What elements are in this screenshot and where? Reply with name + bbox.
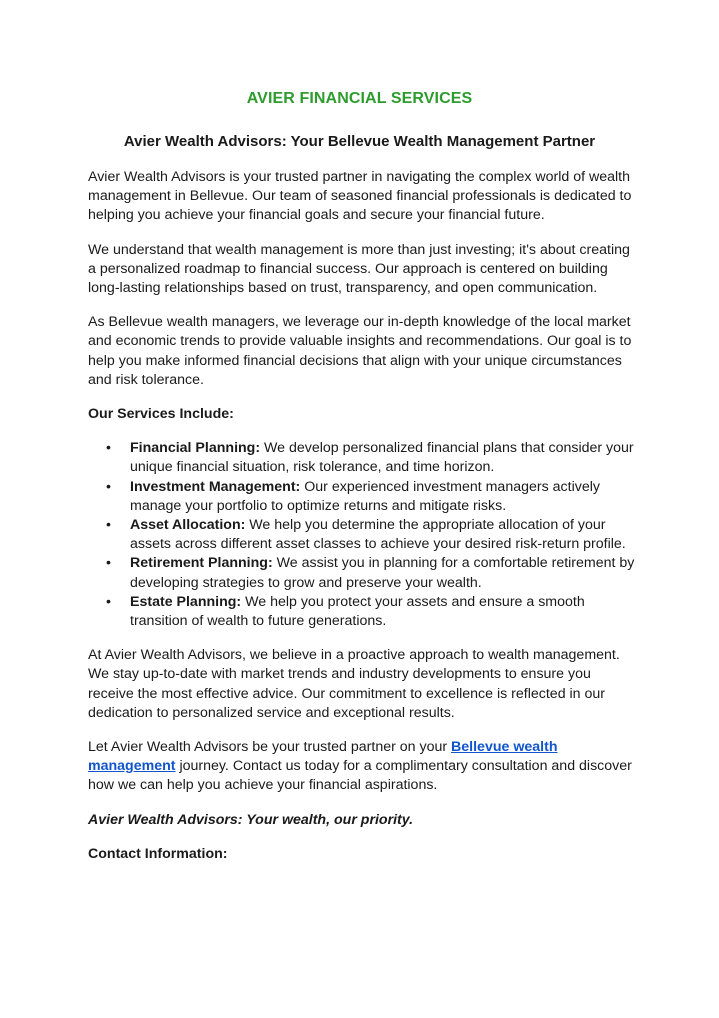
bellevue-wealth-management-link[interactable]: Bellevue wealth management (88, 739, 558, 775)
service-text: We develop personalized financial plans that consider your unique financial situation, risk tolerance, and time horizon. (130, 440, 634, 476)
document-body (88, 168, 636, 879)
service-item (130, 516, 636, 554)
services-list (88, 439, 636, 631)
service-term: Retirement Planning: (130, 555, 273, 572)
service-item (130, 439, 636, 477)
approach-paragraph: We understand that wealth management is more than just investing; it's about creating a personalized roadmap to financial success. Our approach is centered on building long-lasting relationships based on trust, transparency, and open communication. (88, 241, 630, 297)
service-item (130, 554, 636, 592)
contact-heading: Contact Information: (88, 845, 228, 862)
cta-text-before: Let Avier Wealth Advisors be your trusted partner on your (88, 739, 452, 756)
service-term: Estate Planning: (130, 593, 242, 610)
service-text: We help you protect your assets and ensure a smooth transition of wealth to future generations. (130, 593, 585, 630)
service-term: Investment Management: (130, 478, 301, 495)
tagline: Avier Wealth Advisors: Your wealth, our priority. (88, 811, 414, 828)
service-item (130, 478, 636, 516)
service-text: Our experienced investment managers actively manage your portfolio to optimize returns and mitigate risks. (130, 478, 600, 514)
local-expertise-paragraph: As Bellevue wealth managers, we leverage our in-depth knowledge of the local market and economic trends to provide valuable insights and recommendations. Our goal is to help you make informed financial decisions that align with your unique circumstances and risk tolerance. (88, 314, 632, 388)
cta-text-after: journey. Contact us today for a complimentary consultation and discover how we can help you achieve your financial aspirations. (88, 758, 632, 794)
service-text: We help you determine the appropriate allocation of your assets across different asset classes to achieve your desired risk-return profile. (130, 517, 626, 553)
document-subtitle: Avier Wealth Advisors: Your Bellevue Wealth Management Partner (123, 133, 596, 150)
call-to-action-paragraph (88, 738, 636, 796)
document-title: AVIER FINANCIAL SERVICES (246, 90, 473, 107)
service-item (130, 593, 636, 631)
services-heading: Our Services Include: (88, 406, 234, 423)
closing-paragraph: At Avier Wealth Advisors, we believe in a proactive approach to wealth management. We stay up-to-date with market trends and industry developments to ensure you receive the most effective advice. Our commitment to excellence is reflected in our dedication to personalized service and exceptional results. (88, 647, 620, 721)
intro-paragraph: Avier Wealth Advisors is your trusted partner in navigating the complex world of wealth management in Bellevue. Our team of seasoned financial professionals is dedicated to helping you achieve your financial goals and secure your financial future. (88, 169, 632, 224)
service-term: Asset Allocation: (130, 517, 246, 534)
service-text: We assist you in planning for a comfortable retirement by developing strategies to grow and preserve your wealth. (130, 555, 635, 591)
service-term: Financial Planning: (130, 440, 261, 457)
